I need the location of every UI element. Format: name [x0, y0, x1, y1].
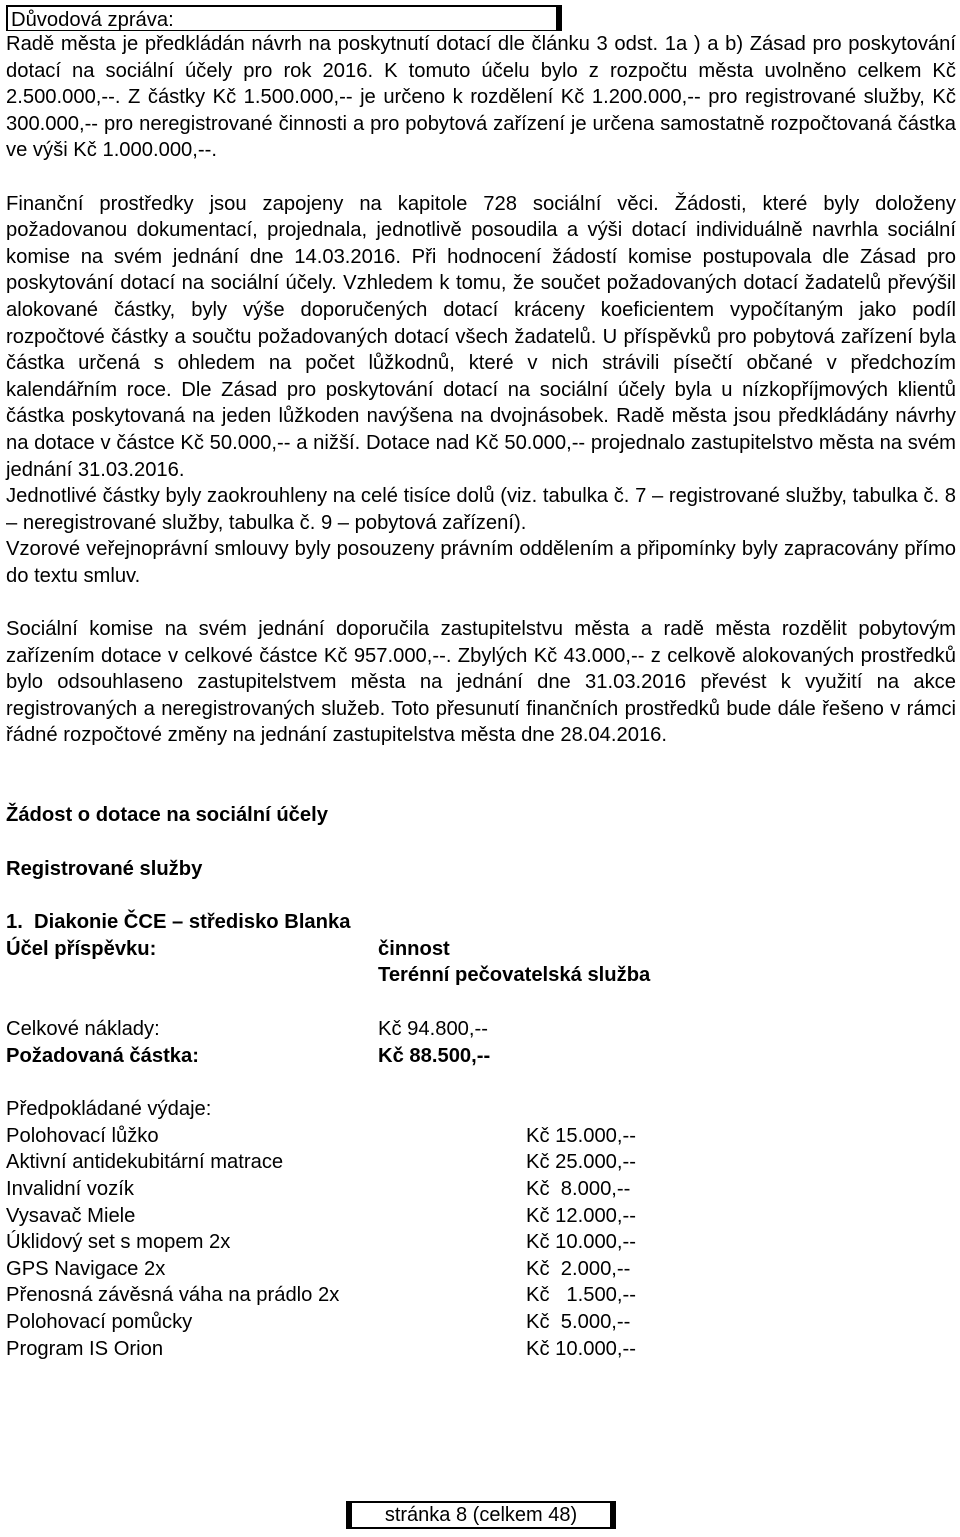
page-footer [346, 1501, 616, 1529]
expense-row [6, 1309, 956, 1336]
report-paragraph-1: Radě města je předkládán návrh na poskytnutí dotací dle článku 3 odst. 1a ) a b) Zásad pro poskytování dotací na sociální účely pro rok 2016. K tomuto účelu bylo z rozpočtu města uvolněno celkem Kč 2.500.000,--. Z částky Kč 1.500.000,-- je určeno k rozdělení Kč 1.200.000,-- pro registrované služby, Kč 300.000,-- pro neregistrované činnosti a pro pobytová zařízení je určena samostatně rozpočtovaná částka ve výši Kč 1.000.000,--. [6, 33, 956, 162]
purpose-row-2 [6, 962, 956, 989]
expense-row [6, 1229, 956, 1256]
expense-item: Invalidní vozík [6, 1177, 134, 1200]
expense-amount: Kč 5.000,-- [526, 1310, 631, 1333]
applicant-title: 1. Diakonie ČCE – středisko Blanka [6, 911, 351, 934]
expense-item: Program IS Orion [6, 1337, 164, 1360]
expense-row [6, 1149, 956, 1176]
expense-row [6, 1256, 956, 1283]
report-paragraph-3: Jednotlivé částky byly zaokrouhleny na celé tisíce dolů (viz. tabulka č. 7 – registrované služby, tabulka č. 8 – neregistrované služby, tabulka č. 9 – pobytová zařízení). [6, 485, 956, 534]
expense-row [6, 1336, 956, 1363]
expense-row [6, 1176, 956, 1203]
document-page [6, 5, 956, 1362]
expense-amount: Kč 10.000,-- [526, 1231, 636, 1254]
application-title: Žádost o dotace na sociální účely [6, 804, 328, 827]
expense-item: Polohovací pomůcky [6, 1310, 193, 1333]
expense-amount: Kč 12.000,-- [526, 1204, 636, 1227]
total-cost-row [6, 1016, 956, 1043]
expenses-label: Předpokládané výdaje: [6, 1098, 212, 1121]
report-header [6, 5, 562, 31]
purpose-label: Účel příspěvku: [6, 937, 157, 960]
report-paragraph-2: Finanční prostředky jsou zapojeny na kapitole 728 sociální věci. Žádosti, které byly doloženy požadovanou dokumentací, projednala, jednotlivě posoudila a výši dotací individuálně navrhla sociální komise na svém jednání dne 14.03.2016. Při hodnocení žádostí komise postupovala dle Zásad pro poskytování dotací na sociální účely. Vzhledem k tomu, že součet požadovaných dotací žadatelů převýšil alokované částky, byly výše doporučených dotací kráceny koeficientem vypočítaným jako podíl rozpočtové částky a součtu požadovaných dotací všech žadatelů. U příspěvků pro pobytová zařízení byla částka určená s ohledem na počet lůžkodnů, které v nich strávili písečtí občané v předchozím kalendářním roce. Dle Zásad pro poskytování dotací na sociální účely byla u nízkopříjmových klientů částka poskytovaná na jeden lůžkoden navýšena na dvojnásobek. Radě města jsou předkládány návrhy na dotace v částce Kč 50.000,-- a nižší. Dotace nad Kč 50.000,-- projednalo zastupitelstvo města na svém jednání 31.03.2016. [6, 192, 956, 481]
requested-value: Kč 88.500,-- [378, 1044, 491, 1067]
expense-amount: Kč 1.500,-- [526, 1284, 636, 1307]
expense-row [6, 1203, 956, 1230]
expense-amount: Kč 25.000,-- [526, 1151, 636, 1174]
section-heading: Registrované služby [6, 857, 203, 880]
requested-row [6, 1043, 956, 1070]
expense-item: Přenosná závěsná váha na prádlo 2x [6, 1284, 340, 1307]
total-cost-value: Kč 94.800,-- [378, 1018, 488, 1040]
expense-row [6, 1123, 956, 1150]
purpose-value-1: činnost [378, 937, 450, 960]
expense-item: Aktivní antidekubitární matrace [6, 1151, 284, 1174]
expense-item: Úklidový set s mopem 2x [6, 1231, 231, 1254]
expense-item: Vysavač Miele [6, 1204, 136, 1227]
expense-item: GPS Navigace 2x [6, 1257, 166, 1280]
report-header-label: Důvodová zpráva: [11, 9, 174, 31]
expense-item: Polohovací lůžko [6, 1124, 159, 1147]
expense-amount: Kč 2.000,-- [526, 1257, 631, 1280]
page-number-label: stránka 8 (celkem 48) [384, 1504, 578, 1526]
purpose-row [6, 936, 956, 963]
expense-row [6, 1282, 956, 1309]
report-paragraph-4: Vzorové veřejnoprávní smlouvy byly posouzeny právním oddělením a připomínky byly zapracovány přímo do textu smluv. [6, 538, 956, 587]
expense-amount: Kč 15.000,-- [526, 1124, 636, 1147]
expense-amount: Kč 10.000,-- [526, 1337, 636, 1360]
report-paragraph-5: Sociální komise na svém jednání doporučila zastupitelstvu města a radě města rozdělit pobytovým zařízením dotace v celkové částce Kč 957.000,--. Zbylých Kč 43.000,-- z celkově alokovaných prostředků bylo odsouhlaseno zastupitelstvem města na jednání dne 31.03.2016 převést k využití na akce registrovaných a neregistrovaných služeb. Toto přesunutí finančních prostředků bude dále řešeno v rámci řádné rozpočtové změny na jednání zastupitelstva města dne 28.04.2016. [6, 618, 956, 747]
requested-label: Požadovaná částka: [6, 1044, 199, 1067]
purpose-value-2: Terénní pečovatelská služba [378, 964, 651, 987]
expense-amount: Kč 8.000,-- [526, 1177, 631, 1200]
total-cost-label: Celkové náklady: [6, 1018, 160, 1040]
